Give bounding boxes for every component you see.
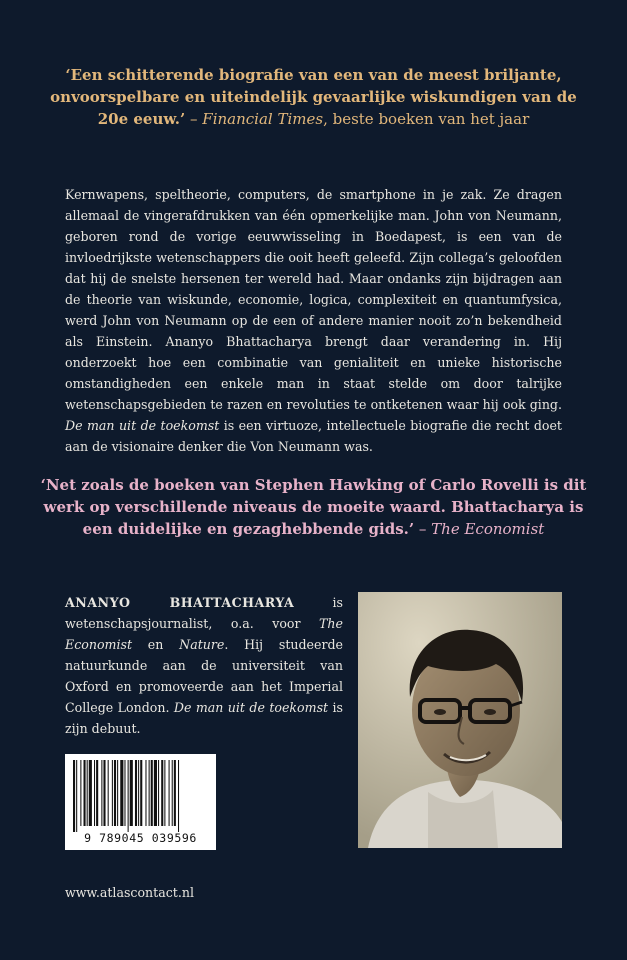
barcode-bar — [135, 760, 137, 826]
quote-top-attribution: – Financial Times, beste boeken van het jaar — [185, 110, 530, 128]
quote-top-text: ‘Een schitterende biografie van een van de meest briljante, onvoorspelbare en uiteindelijk gevaarlijke wiskundigen van de 20e eeuw.’ — [50, 66, 577, 128]
quote-bottom — [40, 474, 587, 540]
author-portrait-illustration — [358, 592, 562, 848]
barcode — [65, 754, 216, 850]
barcode-bar — [130, 760, 133, 826]
barcode-bar — [161, 760, 163, 826]
quote-bottom-source: The Economist — [431, 520, 545, 538]
barcode-bar — [124, 760, 125, 826]
barcode-bar — [87, 760, 88, 826]
barcode-bar — [174, 760, 176, 826]
barcode-bars — [65, 754, 216, 834]
barcode-bar — [76, 760, 77, 832]
quote-bottom-text: ‘Net zoals de boeken van Stephen Hawking of Carlo Rovelli is dit werk op verschillende niveaus de moeite waard. Bhattacharya is een duidelijke en gezaghebbende gids.’ — [40, 476, 587, 538]
barcode-bar — [140, 760, 142, 826]
barcode-bar — [96, 760, 98, 826]
barcode-bar — [114, 760, 116, 826]
barcode-bar — [101, 760, 102, 826]
barcode-bar — [138, 760, 139, 826]
barcode-bar — [164, 760, 165, 826]
barcode-bar — [120, 760, 123, 826]
barcode-bar — [73, 760, 75, 832]
barcode-bar — [80, 760, 81, 826]
barcode-bar — [117, 760, 118, 826]
barcode-bar — [84, 760, 86, 826]
barcode-bar — [94, 760, 95, 826]
barcode-bar — [154, 760, 157, 826]
barcode-bar — [149, 760, 150, 826]
quote-top-source: Financial Times — [202, 110, 324, 128]
barcode-bar — [169, 760, 170, 826]
publisher-website[interactable]: www.atlascontact.nl — [65, 885, 194, 900]
book-blurb: Kernwapens, speltheorie, computers, de smartphone in je zak. Ze dragen allemaal de vingerafdrukken van één opmerkelijke man. John von Neumann, geboren rond de vorige eeuwwisseling in Boedapest, is een van de invloedrijkste wetenschappers die ooit heeft geleefd. Zijn collega’s geloofden dat hij de snelste hersenen ter wereld had. Maar ondanks zijn bijdragen aan de theorie van wiskunde, economie, logica, complexiteit en quantumfysica, werd John von Neumann op de een of andere manier nooit zo’n bekendheid als Einstein. Ananyo Bhattacharya brengt daar verandering in. Hij onderzoekt hoe een combinatie van genialiteit en unieke historische omstandigheden een enkele man in staat stelde om door talrijke wetenschapsgebieden te razen en revoluties te ontketenen waar hij ook ging. De man uit de toekomst is een virtuoze, intellectuele biografie die recht doet aan de visionaire denker die Von Neumann was. — [65, 187, 562, 454]
barcode-bar — [178, 760, 179, 832]
barcode-bar — [172, 760, 173, 826]
barcode-bar — [151, 760, 153, 826]
bio-book-title: De man uit de toekomst — [173, 700, 329, 715]
barcode-bar — [108, 760, 109, 826]
blurb-book-title: De man uit de toekomst — [65, 418, 220, 433]
author-bio: ANANYO BHATTACHARYA is wetenschapsjournalist, o.a. voor The Economist en Nature. Hij studeerde natuurkunde aan de universiteit van Oxford en promoveerde aan het Imperial College London. De man uit de toekomst is zijn debuut. — [65, 595, 344, 736]
barcode-bar — [158, 760, 159, 826]
barcode-bar — [112, 760, 113, 826]
barcode-bar — [89, 760, 92, 826]
barcode-bar — [103, 760, 105, 826]
barcode-bar — [145, 760, 146, 826]
barcode-bar — [128, 760, 129, 832]
author-name: ANANYO BHATTACHARYA — [65, 595, 295, 610]
author-photo — [358, 592, 562, 848]
isbn-digits: 9 789045 039596 — [84, 831, 197, 845]
quote-bottom-attribution: – The Economist — [414, 520, 545, 538]
quote-top — [40, 64, 587, 130]
